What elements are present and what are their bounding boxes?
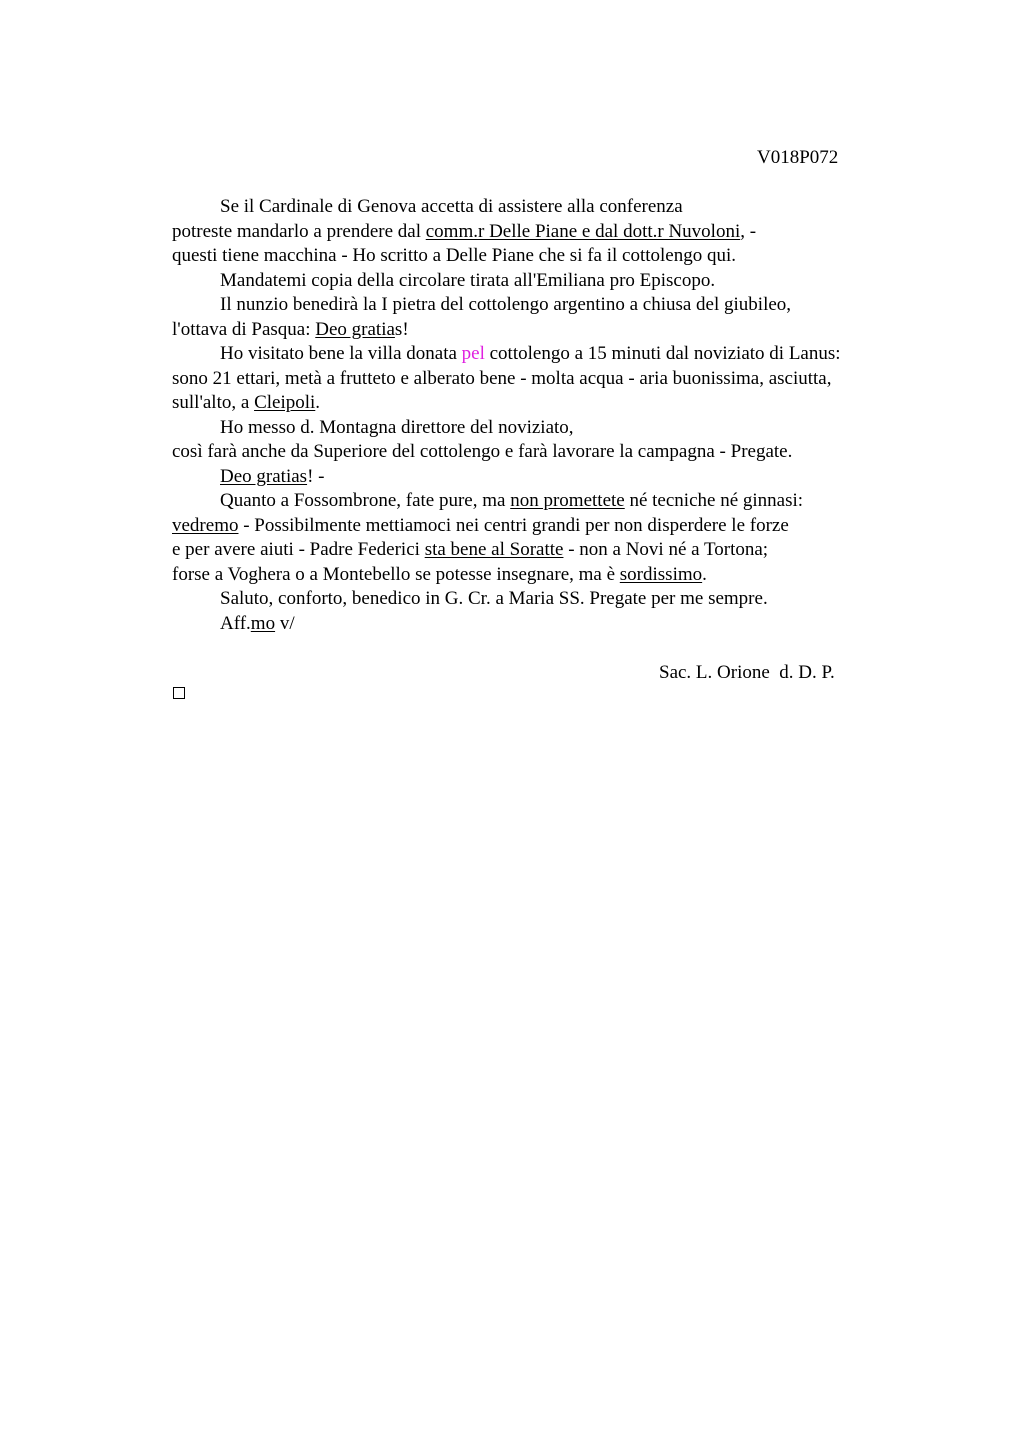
underlined-text: sta bene al Soratte — [424, 539, 564, 560]
line-13: Quanto a Fossombrone, fate pure, ma non promettete né tecniche né ginnasi: — [220, 490, 804, 511]
line-18: Aff.mo v/ — [220, 612, 295, 634]
line-7: Ho visitato bene la villa donata pel cottolengo a 15 minuti dal noviziato di Lanus: — [220, 343, 841, 364]
line-11: così farà anche da Superiore del cottolengo e farà lavorare la campagna - Pregate. — [172, 441, 793, 462]
document-reference: V018P072 — [757, 147, 839, 168]
line-12: Deo gratias! - — [220, 465, 325, 487]
line-6: l'ottava di Pasqua: Deo gratias! — [172, 318, 409, 340]
line-9: sull'alto, a Cleipoli. — [172, 392, 321, 413]
line-14: vedremo - Possibilmente mettiamoci nei centri grandi per non disperdere le forze — [172, 514, 789, 536]
line-2: potreste mandarlo a prendere dal comm.r Delle Piane e dal dott.r Nuvoloni, - — [172, 220, 757, 242]
underlined-text: vedremo — [172, 514, 239, 536]
underlined-text: Deo gratias — [220, 465, 308, 487]
line-10: Ho messo d. Montagna direttore del noviziato, — [220, 416, 574, 438]
line-8: sono 21 ettari, metà a frutteto e alberato bene - molta acqua - aria buonissima, asciutta, — [172, 367, 832, 389]
line-1: Se il Cardinale di Genova accetta di assistere alla conferenza — [220, 196, 683, 217]
underlined-text: Deo gratia — [315, 318, 395, 340]
underlined-text: sordissimo — [619, 563, 703, 585]
line-4: Mandatemi copia della circolare tirata all'Emiliana pro Episcopo. — [220, 269, 716, 291]
line-17: Saluto, conforto, benedico in G. Cr. a Maria SS. Pregate per me sempre. — [220, 588, 768, 609]
line-5: Il nunzio benedirà la I pietra del cottolengo argentino a chiusa del giubileo, — [220, 294, 792, 315]
line-3: questi tiene macchina - Ho scritto a Delle Piane che si fa il cottolengo qui. — [172, 245, 737, 266]
underlined-text: comm.r Delle Piane e dal dott.r Nuvoloni — [425, 220, 741, 242]
underlined-text: mo — [250, 612, 276, 634]
line-16: forse a Voghera o a Montebello se potesse insegnare, ma è sordissimo. — [172, 563, 707, 585]
highlighted-word: pel — [461, 343, 485, 364]
letter-body — [172, 195, 841, 636]
underlined-text: Cleipoli — [254, 392, 316, 413]
signature: Sac. L. Orione d. D. P. — [659, 662, 835, 683]
line-15: e per avere aiuti - Padre Federici sta bene al Soratte - non a Novi né a Tortona; — [172, 539, 769, 560]
checkbox-square-icon — [173, 687, 185, 699]
underlined-text: non promettete — [510, 490, 625, 511]
